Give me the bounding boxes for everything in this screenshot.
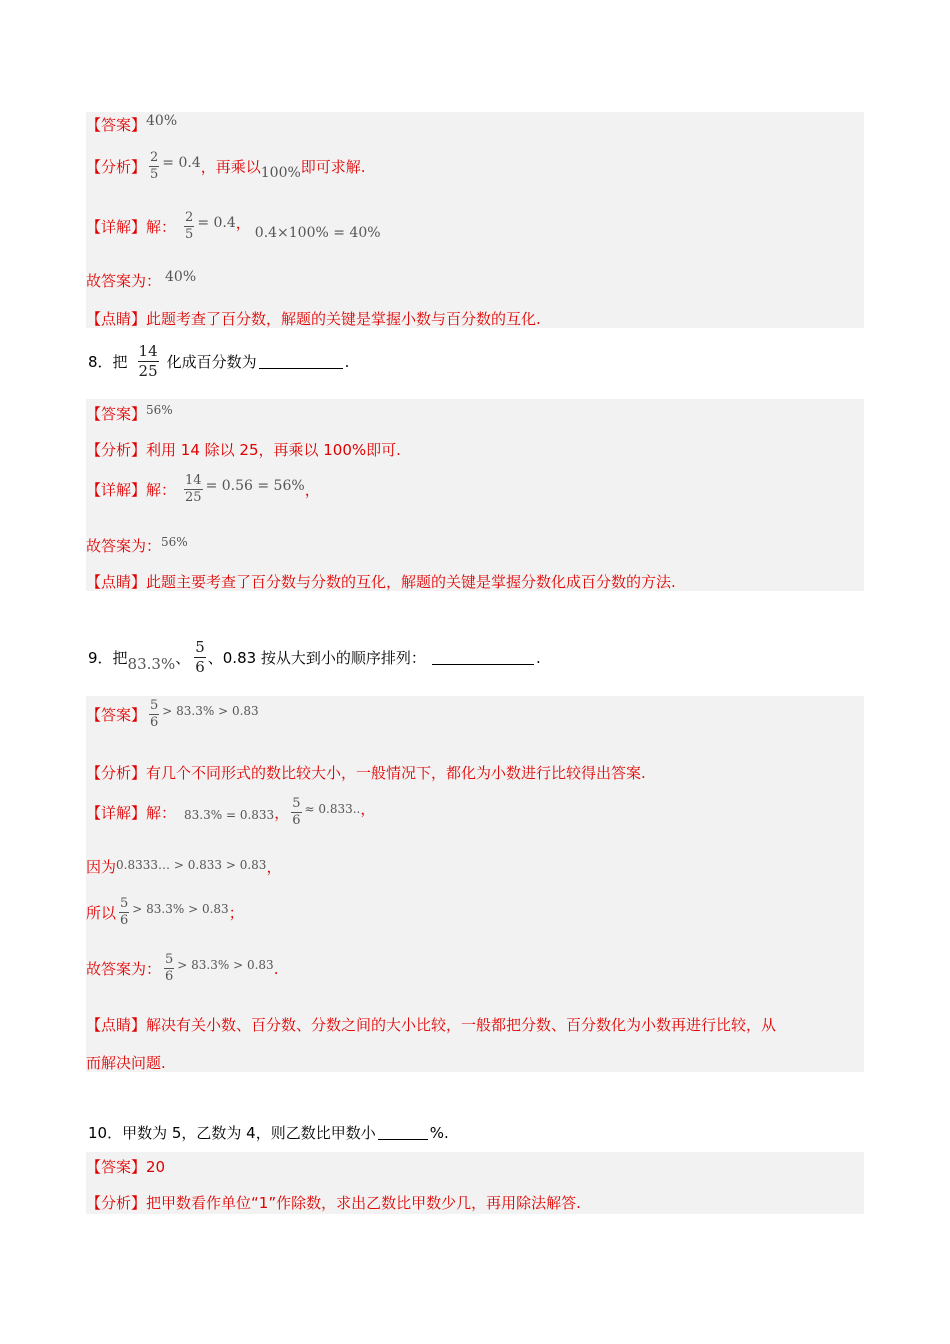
q9-detail-line [86, 796, 375, 829]
answer-value: 56% [146, 402, 173, 417]
question-text: 8．把 [88, 353, 128, 371]
equation-2: ≈ 0.833.. [304, 801, 361, 816]
answer-value: 20 [146, 1157, 166, 1176]
separator: ， [235, 214, 251, 232]
answer-label: 【答案】 [86, 706, 147, 724]
q9-solution-block [86, 696, 864, 1072]
so-prefix: 所以 [86, 904, 117, 922]
separator: 、 [175, 649, 191, 667]
fraction: $\frac{2}{5}$ [185, 210, 194, 242]
because-prefix: 因为 [86, 858, 117, 876]
q8-answer-line [86, 403, 173, 424]
equation: > 83.3% > 0.83 [132, 901, 229, 916]
q7-analysis-line [86, 150, 366, 183]
fraction: $\frac{5}{6}$ [150, 698, 159, 730]
answer-blank[interactable] [432, 650, 534, 665]
comment-text: 解决有关小数、百分数、分数之间的大小比较，一般都把分数、百分数化为小数再进行比较，从 [146, 1016, 777, 1034]
fraction: $\frac{5}{6}$ [120, 896, 129, 928]
q9-because-line [86, 856, 281, 877]
final-value: 40% [165, 268, 197, 285]
final-prefix: 故答案为： [86, 272, 162, 290]
q7-answer-line [86, 114, 177, 135]
q8-comment-line [86, 571, 676, 592]
analysis-label: 【分析】 [86, 764, 147, 782]
q10-question [88, 1122, 449, 1143]
final-value: 56% [161, 534, 188, 549]
fraction: $\frac{5}{6}$ [165, 952, 174, 984]
q10-solution-block [86, 1152, 864, 1214]
comment-label: 【点睛】 [86, 1016, 147, 1034]
analysis-text: ，再乘以 [200, 158, 261, 176]
question-end: . [344, 352, 350, 371]
separator: ， [274, 804, 290, 822]
comment-text: 此题考查了百分数，解题的关键是掌握小数与百分数的互化. [146, 310, 541, 328]
detail-prefix: 解： [146, 804, 177, 822]
question-text: 9．把 [88, 649, 128, 667]
answer-label: 【答案】 [86, 405, 147, 423]
equation: 83.3% = 0.833 [184, 807, 275, 822]
equation: > 83.3% > 0.83 [177, 957, 274, 972]
answer-blank[interactable] [378, 1125, 428, 1140]
answer-label: 【答案】 [86, 116, 147, 134]
q9-comment-line [86, 1014, 776, 1035]
question-text-2: 、0.83 按从大到小的顺序排列： [207, 649, 426, 667]
q8-analysis-line [86, 439, 401, 460]
detail-label: 【详解】 [86, 218, 147, 236]
comment-text: 此题主要考查了百分数与分数的互化，解题的关键是掌握分数化成百分数的方法. [146, 573, 676, 591]
question-end: %. [429, 1123, 449, 1142]
analysis-label: 【分析】 [86, 441, 147, 459]
equation: = 0.4 [162, 154, 201, 171]
answer-value: 40% [146, 112, 178, 129]
question-text: 10．甲数为 5，乙数为 4，则乙数比甲数小 [88, 1124, 376, 1142]
q9-question [88, 638, 541, 677]
q9-so-line [86, 896, 244, 929]
question-text-2: 化成百分数为 [166, 353, 257, 371]
q8-solution-block [86, 399, 864, 591]
comment-text-2: 而解决问题. [86, 1054, 166, 1072]
q10-answer-line [86, 1156, 165, 1177]
analysis-text: 把甲数看作单位“1”作除数，求出乙数比甲数少几，再用除法解答. [146, 1194, 581, 1212]
analysis-text-2: 即可求解. [300, 158, 366, 176]
fraction: $\frac{14}{25}$ [185, 473, 202, 505]
analysis-text: 利用 14 除以 25，再乘以 100%即可. [146, 441, 401, 459]
answer-label: 【答案】 [86, 1158, 147, 1176]
separator: . [273, 959, 279, 978]
equation: = 0.56 = 56% [205, 477, 305, 494]
separator-2: ， [360, 800, 376, 818]
q8-detail-line [86, 473, 320, 506]
q9-final-line [86, 952, 278, 985]
separator: ， [304, 481, 320, 499]
q7-detail-line [86, 210, 381, 243]
equation: = 0.4 [197, 214, 236, 231]
detail-label: 【详解】 [86, 804, 147, 822]
q9-analysis-line [86, 762, 646, 783]
q7-comment-line [86, 308, 541, 329]
separator: ； [228, 904, 244, 922]
comment-label: 【点睛】 [86, 573, 147, 591]
q8-final-line [86, 535, 188, 556]
q9-answer-line [86, 698, 259, 731]
equation: 0.8333… > 0.833 > 0.83 [116, 857, 267, 872]
analysis-label: 【分析】 [86, 158, 147, 176]
analysis-label: 【分析】 [86, 1194, 147, 1212]
fraction: $\frac{14}{25}$ [138, 342, 158, 380]
q8-question [88, 342, 349, 381]
fraction: $\frac{5}{6}$ [195, 638, 205, 676]
percent-value: 100% [260, 164, 301, 181]
percent-value: 83.3% [127, 654, 176, 673]
fraction: $\frac{2}{5}$ [150, 150, 159, 182]
separator: ， [266, 858, 282, 876]
detail-prefix: 解： [146, 481, 177, 499]
q10-analysis-line [86, 1192, 581, 1213]
detail-prefix: 解： [146, 218, 177, 236]
detail-label: 【详解】 [86, 481, 147, 499]
question-end: . [535, 648, 541, 667]
answer-value: > 83.3% > 0.83 [162, 703, 259, 718]
q7-final-line [86, 270, 196, 291]
answer-blank[interactable] [259, 354, 343, 369]
comment-label: 【点睛】 [86, 310, 147, 328]
equation-2: 0.4×100% = 40% [254, 224, 381, 241]
analysis-text: 有几个不同形式的数比较大小，一般情况下，都化为小数进行比较得出答案. [146, 764, 646, 782]
final-prefix: 故答案为： [86, 537, 162, 555]
fraction: $\frac{5}{6}$ [292, 796, 301, 828]
q7-solution-block [86, 112, 864, 328]
q9-comment-line-2 [86, 1052, 166, 1073]
final-prefix: 故答案为： [86, 960, 162, 978]
